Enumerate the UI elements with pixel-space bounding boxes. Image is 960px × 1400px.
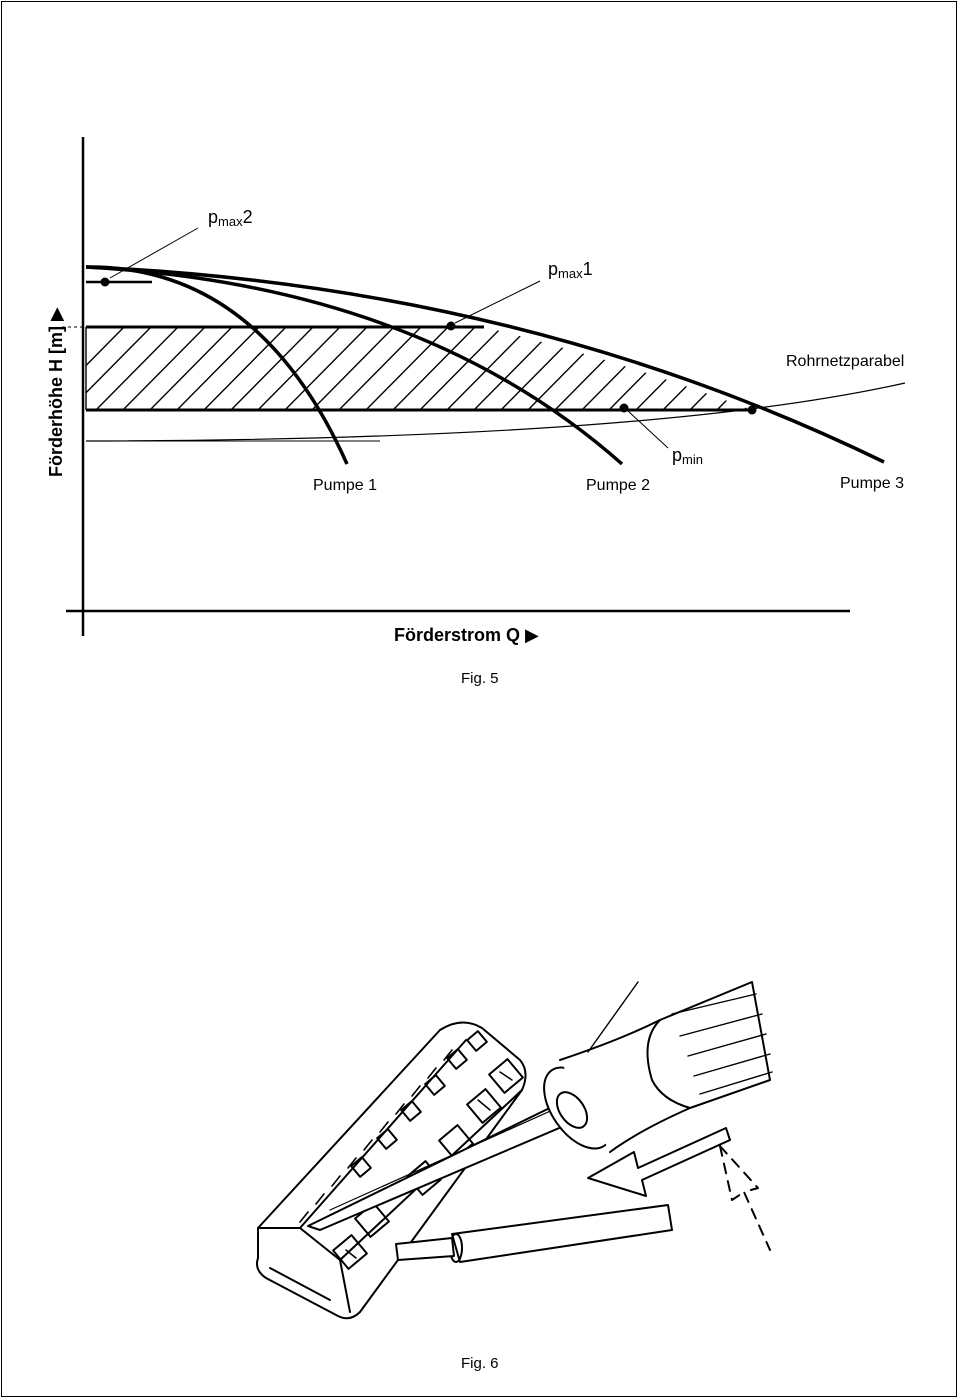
hatch-line xyxy=(688,325,774,412)
pumpe2-label: Pumpe 2 xyxy=(586,477,651,494)
pmax2-point xyxy=(101,278,110,287)
fig6-caption: Fig. 6 xyxy=(461,1355,499,1372)
hatch-line xyxy=(310,325,396,412)
hatch-line xyxy=(283,325,369,412)
hatch-line xyxy=(202,325,288,412)
hatch-line xyxy=(418,325,504,412)
pmin-point xyxy=(620,404,629,413)
pmax1-point xyxy=(447,322,456,331)
pmax1-leader xyxy=(455,281,540,323)
rohrnetzparabel-label: Rohrnetzparabel xyxy=(786,353,905,370)
hatch-line xyxy=(445,325,531,412)
hatch-line xyxy=(67,325,153,412)
hatch-line xyxy=(256,325,342,412)
hatch-line xyxy=(121,325,207,412)
pmin-label: pmin xyxy=(672,445,703,467)
hatch-line xyxy=(148,325,234,412)
pmin-leader xyxy=(628,411,668,448)
pumpe1-curve xyxy=(86,267,347,464)
hatch-line xyxy=(229,325,315,412)
intersection-point xyxy=(748,406,757,415)
pumpe1-label: Pumpe 1 xyxy=(313,477,378,494)
hatch-line xyxy=(337,325,423,412)
hatch-line xyxy=(175,325,261,412)
hatch-line xyxy=(94,325,180,412)
rohrnetzparabel-curve xyxy=(86,383,905,441)
fig5-caption: Fig. 5 xyxy=(461,670,499,687)
hatched-region xyxy=(40,325,882,412)
y-axis-label: Förderhöhe H [m] ▶ xyxy=(46,307,66,477)
hatch-line xyxy=(634,325,720,412)
pmax1-label: pmax1 xyxy=(548,259,593,281)
hatch-line xyxy=(364,325,450,412)
hatch-line xyxy=(553,325,639,412)
hatch-line xyxy=(499,325,585,412)
hatch-line xyxy=(391,325,477,412)
x-axis-label: Förderstrom Q ▶ xyxy=(394,625,539,645)
pmax2-label: pmax2 xyxy=(208,207,253,229)
hatch-line xyxy=(661,325,747,412)
pumpe3-label: Pumpe 3 xyxy=(840,475,905,492)
